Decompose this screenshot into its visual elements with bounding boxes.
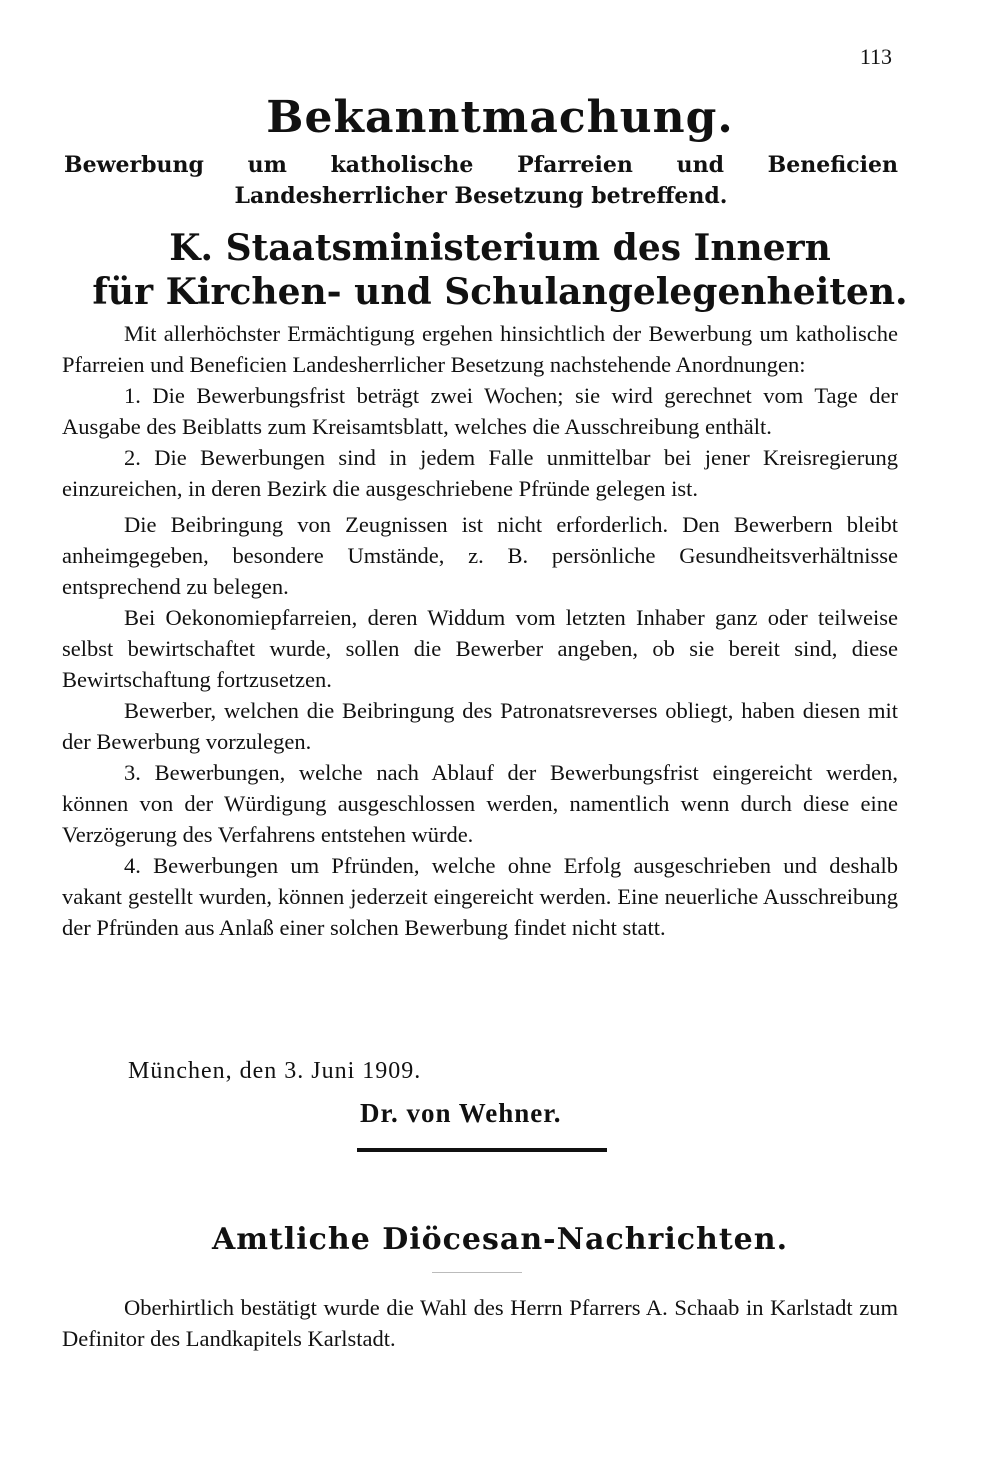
announcement-body xyxy=(62,318,898,943)
section-heading: Amtliche Diöcesan-Nachrichten. xyxy=(211,1222,789,1257)
paragraph-item-3: 3. Bewerbungen, welche nach Ablauf der Bewerbungsfrist eingereicht werden, können von der Würdigung ausgeschlossen werden, namentlich wenn durch diese eine Verzögerung des Verfahrens entstehen würde. xyxy=(62,760,898,847)
paragraph-item-4: 4. Bewerbungen um Pfründen, welche ohne Erfolg ausgeschrieben und deshalb vakant gestellt wurden, können jederzeit eingereicht werden. Eine neuerliche Ausschreibung der Pfründen aus Anlaß einer solchen Bewerbung findet nicht statt. xyxy=(62,853,898,940)
paragraph-intro: Mit allerhöchster Ermächtigung ergehen hinsichtlich der Bewerbung um katholische Pfarreien und Beneficien Landesherrlicher Besetzung nachstehende Anordnungen: xyxy=(62,321,898,377)
section-divider xyxy=(357,1148,607,1152)
ministry-line-1: K. Staatsministerium des Innern xyxy=(169,227,831,269)
signature: Dr. von Wehner. xyxy=(360,1098,562,1128)
paragraph-item-1: 1. Die Bewerbungsfrist beträgt zwei Wochen; sie wird gerechnet vom Tage der Ausgabe des Beiblatts zum Kreisamtsblatt, welches die Ausschreibung enthält. xyxy=(62,383,898,439)
ornament-divider xyxy=(432,1272,522,1273)
paragraph-oekonomie: Bei Oekonomiepfarreien, deren Widdum vom letzten Inhaber ganz oder teilweise selbst bewirtschaftet wurde, sollen die Bewerber angeben, ob sie bereit sind, diese Bewirtschaftung fortzusetzen. xyxy=(62,605,898,692)
paragraph-item-2: 2. Die Bewerbungen sind in jedem Falle unmittelbar bei jener Kreisregierung einzureichen, in deren Bezirk die ausgeschriebene Pfründe gelegen ist. xyxy=(62,445,898,501)
paragraph-certificates: Die Beibringung von Zeugnissen ist nicht erforderlich. Den Bewerbern bleibt anheimgegeben, besondere Umstände, z. B. persönliche Gesundheitsverhältnisse entsprechend zu belegen. xyxy=(62,512,898,599)
news-paragraph: Oberhirtlich bestätigt wurde die Wahl des Herrn Pfarrers A. Schaab in Karlstadt zum Definitor des Landkapitels Karlstadt. xyxy=(62,1295,898,1351)
page-number: 113 xyxy=(859,44,892,69)
diocesan-news xyxy=(62,1292,898,1354)
ministry-heading xyxy=(0,226,1000,314)
ministry-line-2: für Kirchen- und Schulangelegenheiten. xyxy=(92,271,908,313)
document-title: Bekanntmachung. xyxy=(266,92,734,143)
paragraph-patronat: Bewerber, welchen die Beibringung des Patronatsreverses obliegt, haben diesen mit der Bewerbung vorzulegen. xyxy=(62,698,898,754)
document-subtitle: Bewerbung um katholische Pfarreien und Beneficien Landesherrlicher Besetzung betreffend. xyxy=(64,152,898,209)
place-date: München, den 3. Juni 1909. xyxy=(128,1058,422,1084)
